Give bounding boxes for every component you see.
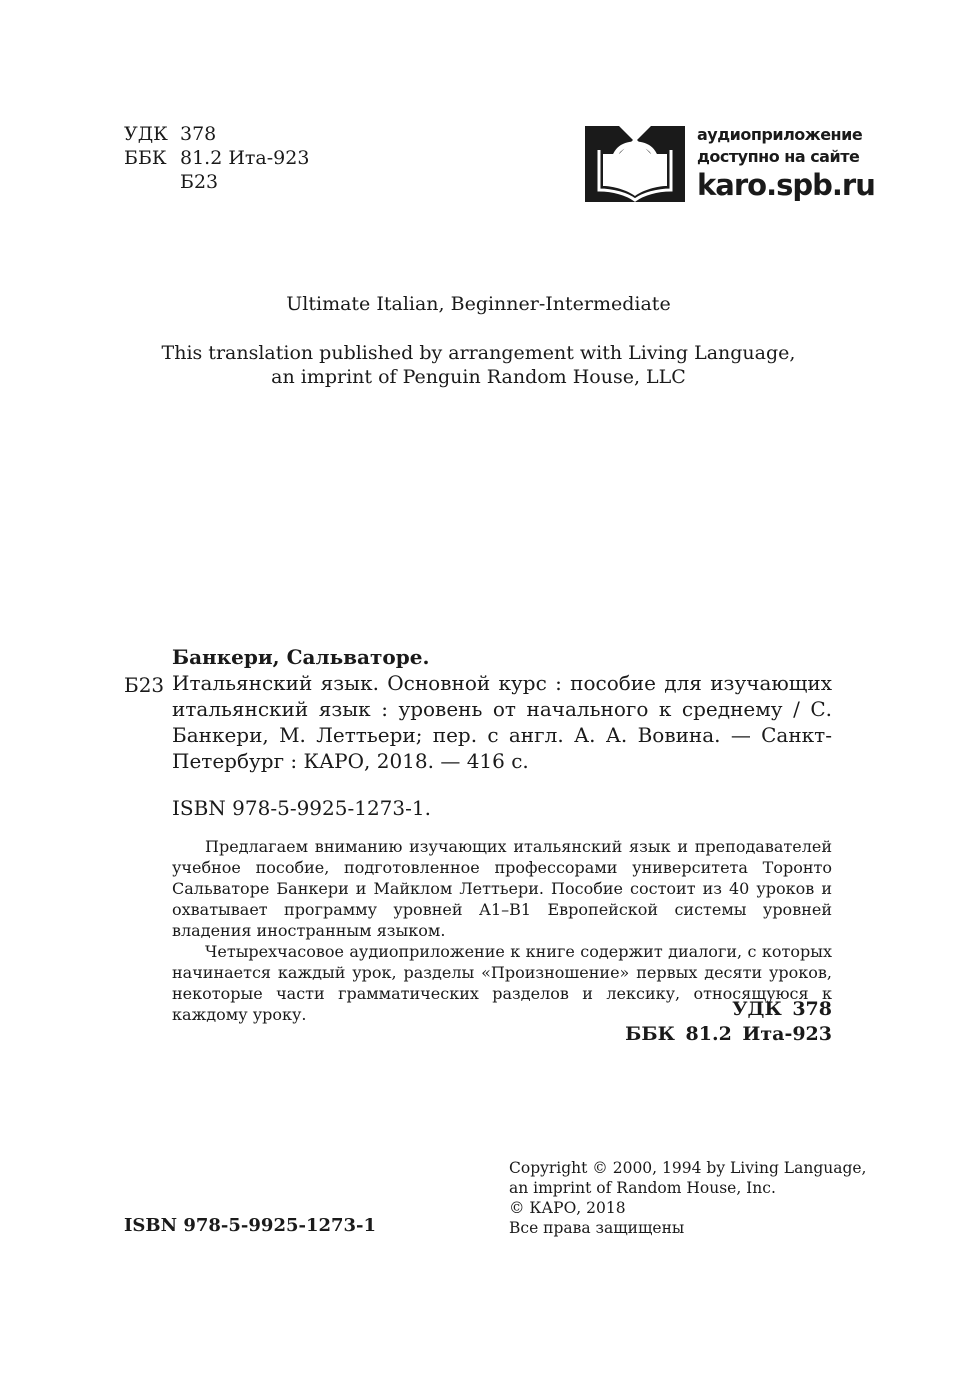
udk-right: УДК 378 [732, 998, 832, 1020]
author-mark-label [124, 170, 180, 194]
bbk-label: ББК [124, 147, 167, 169]
copyright-line4: Все права защищены [509, 1219, 685, 1237]
udk-value: 378 [180, 123, 217, 145]
classification-block [124, 122, 309, 194]
original-title: Ultimate Italian, Beginner-Intermediate [286, 293, 671, 315]
logo-text [697, 124, 875, 202]
logo-line-audio: аудиоприложение [697, 125, 863, 144]
copyright-line3: © КАРО, 2018 [509, 1199, 626, 1217]
abstract-paragraph-1: Предлагаем вниманию изучающих итальянский язык и преподавателей учебное пособие, подготовленное профессорами университета Торонто Сальваторе Банкери и Майклом Леттьери. Пособие состоит из 40 уроков и охватывает программу уровней А1–В1 Европейской системы уровней владения иностранным языком. [172, 837, 832, 940]
translation-note-line1: This translation published by arrangement with Living Language, [161, 342, 796, 364]
logo-line-available: доступно на сайте [697, 147, 860, 166]
copyright-line1: Copyright © 2000, 1994 by Living Language, [509, 1159, 867, 1177]
udk-label: УДК [124, 123, 168, 145]
catalog-author: Банкери, Сальваторе. [172, 645, 430, 669]
udk-row [124, 122, 309, 146]
copyright-block [509, 1158, 866, 1238]
logo-website: karo.spb.ru [697, 168, 875, 202]
author-mark-value: Б23 [180, 171, 219, 193]
abstract-paragraph-2: Четырехчасовое аудиоприложение к книге содержит диалоги, с которых начинается каждый урок, разделы «Произношение» первых десяти уроков, некоторые части грамматических разделов и лексику, относящуюся к каждому уроку. [172, 942, 832, 1024]
bbk-row [124, 146, 309, 170]
audio-logo [583, 124, 875, 204]
bbk-value: 81.2 Ита-923 [180, 147, 310, 169]
author-mark-row [124, 170, 309, 194]
catalog-description: Итальянский язык. Основной курс : пособие для изучающих итальянский язык : уровень от начального к среднему / С. Банкери, М. Леттьери; пер. с англ. А. А. Вовина. — Санкт-Петербург : КАРО, 2018. — 416 с. [172, 671, 832, 773]
bbk-right: ББК 81.2 Ита-923 [625, 1023, 832, 1045]
catalog-code: Б23 [124, 673, 165, 697]
copyright-line2: an imprint of Random House, Inc. [509, 1179, 776, 1197]
book-headphones-icon [583, 124, 687, 204]
translation-note-line2: an imprint of Penguin Random House, LLC [271, 366, 686, 388]
catalog-isbn: ISBN 978-5-9925-1273-1. [172, 796, 431, 820]
isbn-bottom: ISBN 978-5-9925-1273-1 [124, 1215, 377, 1236]
